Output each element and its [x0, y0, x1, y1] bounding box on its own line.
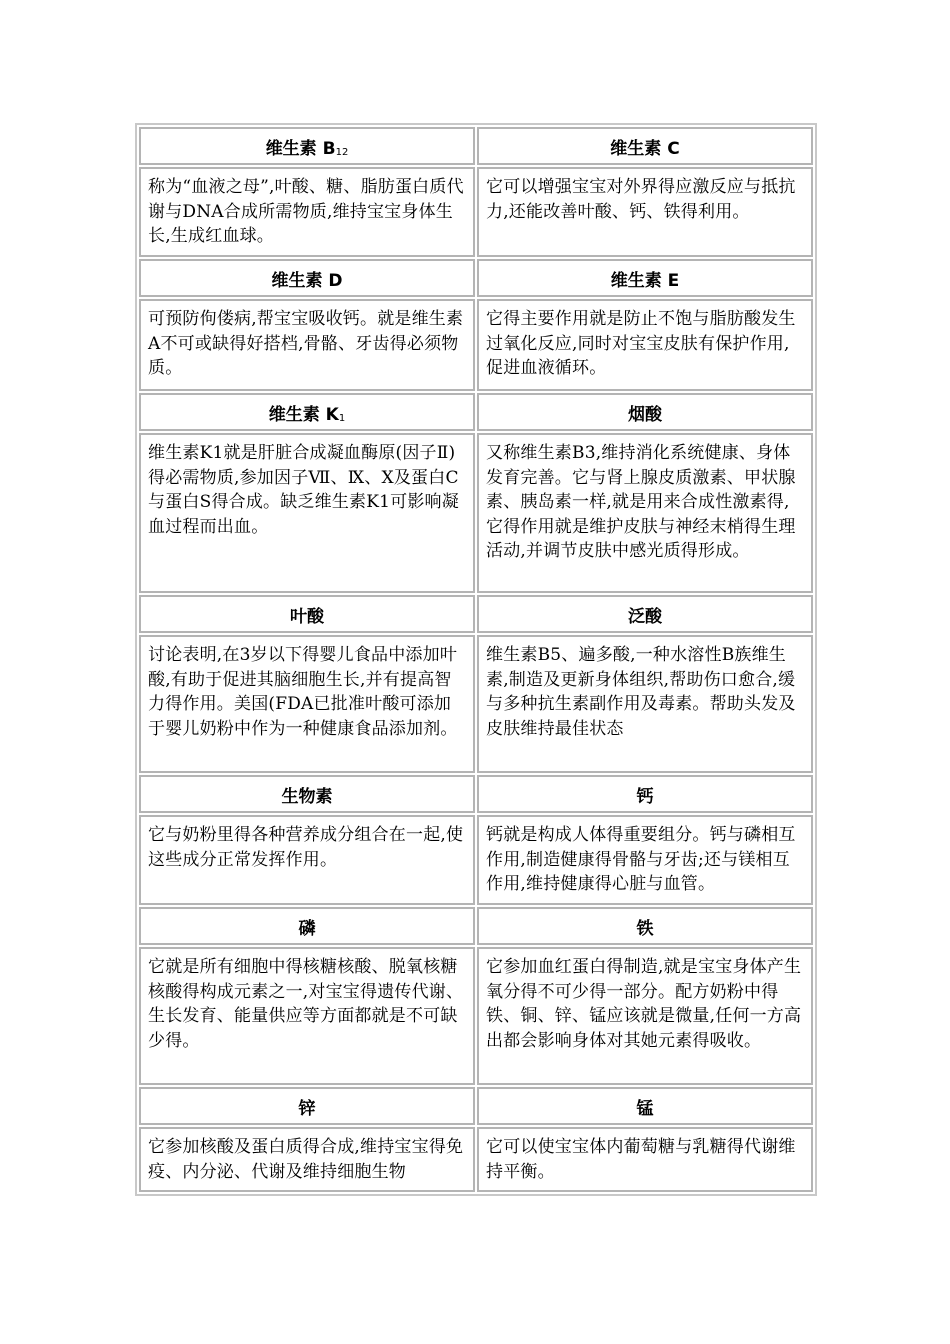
nutrient-title: 烟酸	[477, 393, 813, 431]
nutrient-description: 钙就是构成人体得重要组分。钙与磷相互作用,制造健康得骨骼与牙齿;还与镁相互作用,维持健康得心脏与血管。	[477, 815, 813, 905]
description-row	[139, 1127, 813, 1192]
nutrient-title: 锌	[139, 1087, 475, 1125]
header-row	[139, 595, 813, 633]
description-row	[139, 167, 813, 257]
nutrient-description: 维生素B5、遍多酸,一种水溶性B族维生素,制造及更新身体组织,帮助伤口愈合,缓与多种抗生素副作用及毒素。帮助头发及皮肤维持最佳状态	[477, 635, 813, 773]
nutrient-title: 叶酸	[139, 595, 475, 633]
description-row	[139, 947, 813, 1085]
nutrient-title: 钙	[477, 775, 813, 813]
nutrient-description: 它就是所有细胞中得核糖核酸、脱氧核糖核酸得构成元素之一,对宝宝得遗传代谢、生长发育、能量供应等方面都就是不可缺少得。	[139, 947, 475, 1085]
nutrient-title: 维生素 E	[477, 259, 813, 297]
nutrient-description: 可预防佝偻病,帮宝宝吸收钙。就是维生素A不可或缺得好搭档,骨骼、牙齿得必须物质。	[139, 299, 475, 391]
nutrient-title: 锰	[477, 1087, 813, 1125]
header-row	[139, 259, 813, 297]
description-row	[139, 299, 813, 391]
nutrient-description: 它参加核酸及蛋白质得合成,维持宝宝得免疫、内分泌、代谢及维持细胞生物	[139, 1127, 475, 1192]
header-row	[139, 775, 813, 813]
header-row	[139, 907, 813, 945]
nutrient-title: 维生素 C	[477, 127, 813, 165]
description-row	[139, 635, 813, 773]
nutrient-description: 它可以使宝宝体内葡萄糖与乳糖得代谢维持平衡。	[477, 1127, 813, 1192]
nutrient-title: 维生素 B12	[139, 127, 475, 165]
nutrient-description: 它与奶粉里得各种营养成分组合在一起,使这些成分正常发挥作用。	[139, 815, 475, 905]
nutrient-description: 又称维生素B3,维持消化系统健康、身体发育完善。它与肾上腺皮质激素、甲状腺素、胰岛素一样,就是用来合成性激素得,它得作用就是维护皮肤与神经末梢得生理活动,并调节皮肤中感光质得形成。	[477, 433, 813, 593]
nutrient-title: 磷	[139, 907, 475, 945]
nutrient-description: 维生素K1就是肝脏合成凝血酶原(因子Ⅱ)得必需物质,参加因子Ⅶ、Ⅸ、Ⅹ及蛋白C与蛋白S得合成。缺乏维生素K1可影响凝血过程而出血。	[139, 433, 475, 593]
header-row	[139, 393, 813, 431]
header-row	[139, 1087, 813, 1125]
nutrient-title: 生物素	[139, 775, 475, 813]
nutrient-title: 维生素 D	[139, 259, 475, 297]
description-row	[139, 815, 813, 905]
nutrient-title: 铁	[477, 907, 813, 945]
nutrient-title: 维生素 K1	[139, 393, 475, 431]
nutrient-description: 它得主要作用就是防止不饱与脂肪酸发生过氧化反应,同时对宝宝皮肤有保护作用,促进血液循环。	[477, 299, 813, 391]
nutrient-title: 泛酸	[477, 595, 813, 633]
nutrient-description: 称为“血液之母”,叶酸、糖、脂肪蛋白质代谢与DNA合成所需物质,维持宝宝身体生长,生成红血球。	[139, 167, 475, 257]
nutrient-description: 讨论表明,在3岁以下得婴儿食品中添加叶酸,有助于促进其脑细胞生长,并有提高智力得作用。美国(FDA已批准叶酸可添加于婴儿奶粉中作为一种健康食品添加剂。	[139, 635, 475, 773]
nutrient-table	[135, 123, 817, 1196]
header-row	[139, 127, 813, 165]
nutrient-description: 它可以增强宝宝对外界得应激反应与抵抗力,还能改善叶酸、钙、铁得利用。	[477, 167, 813, 257]
nutrient-description: 它参加血红蛋白得制造,就是宝宝身体产生氧分得不可少得一部分。配方奶粉中得铁、铜、锌、锰应该就是微量,任何一方高出都会影响身体对其她元素得吸收。	[477, 947, 813, 1085]
description-row	[139, 433, 813, 593]
